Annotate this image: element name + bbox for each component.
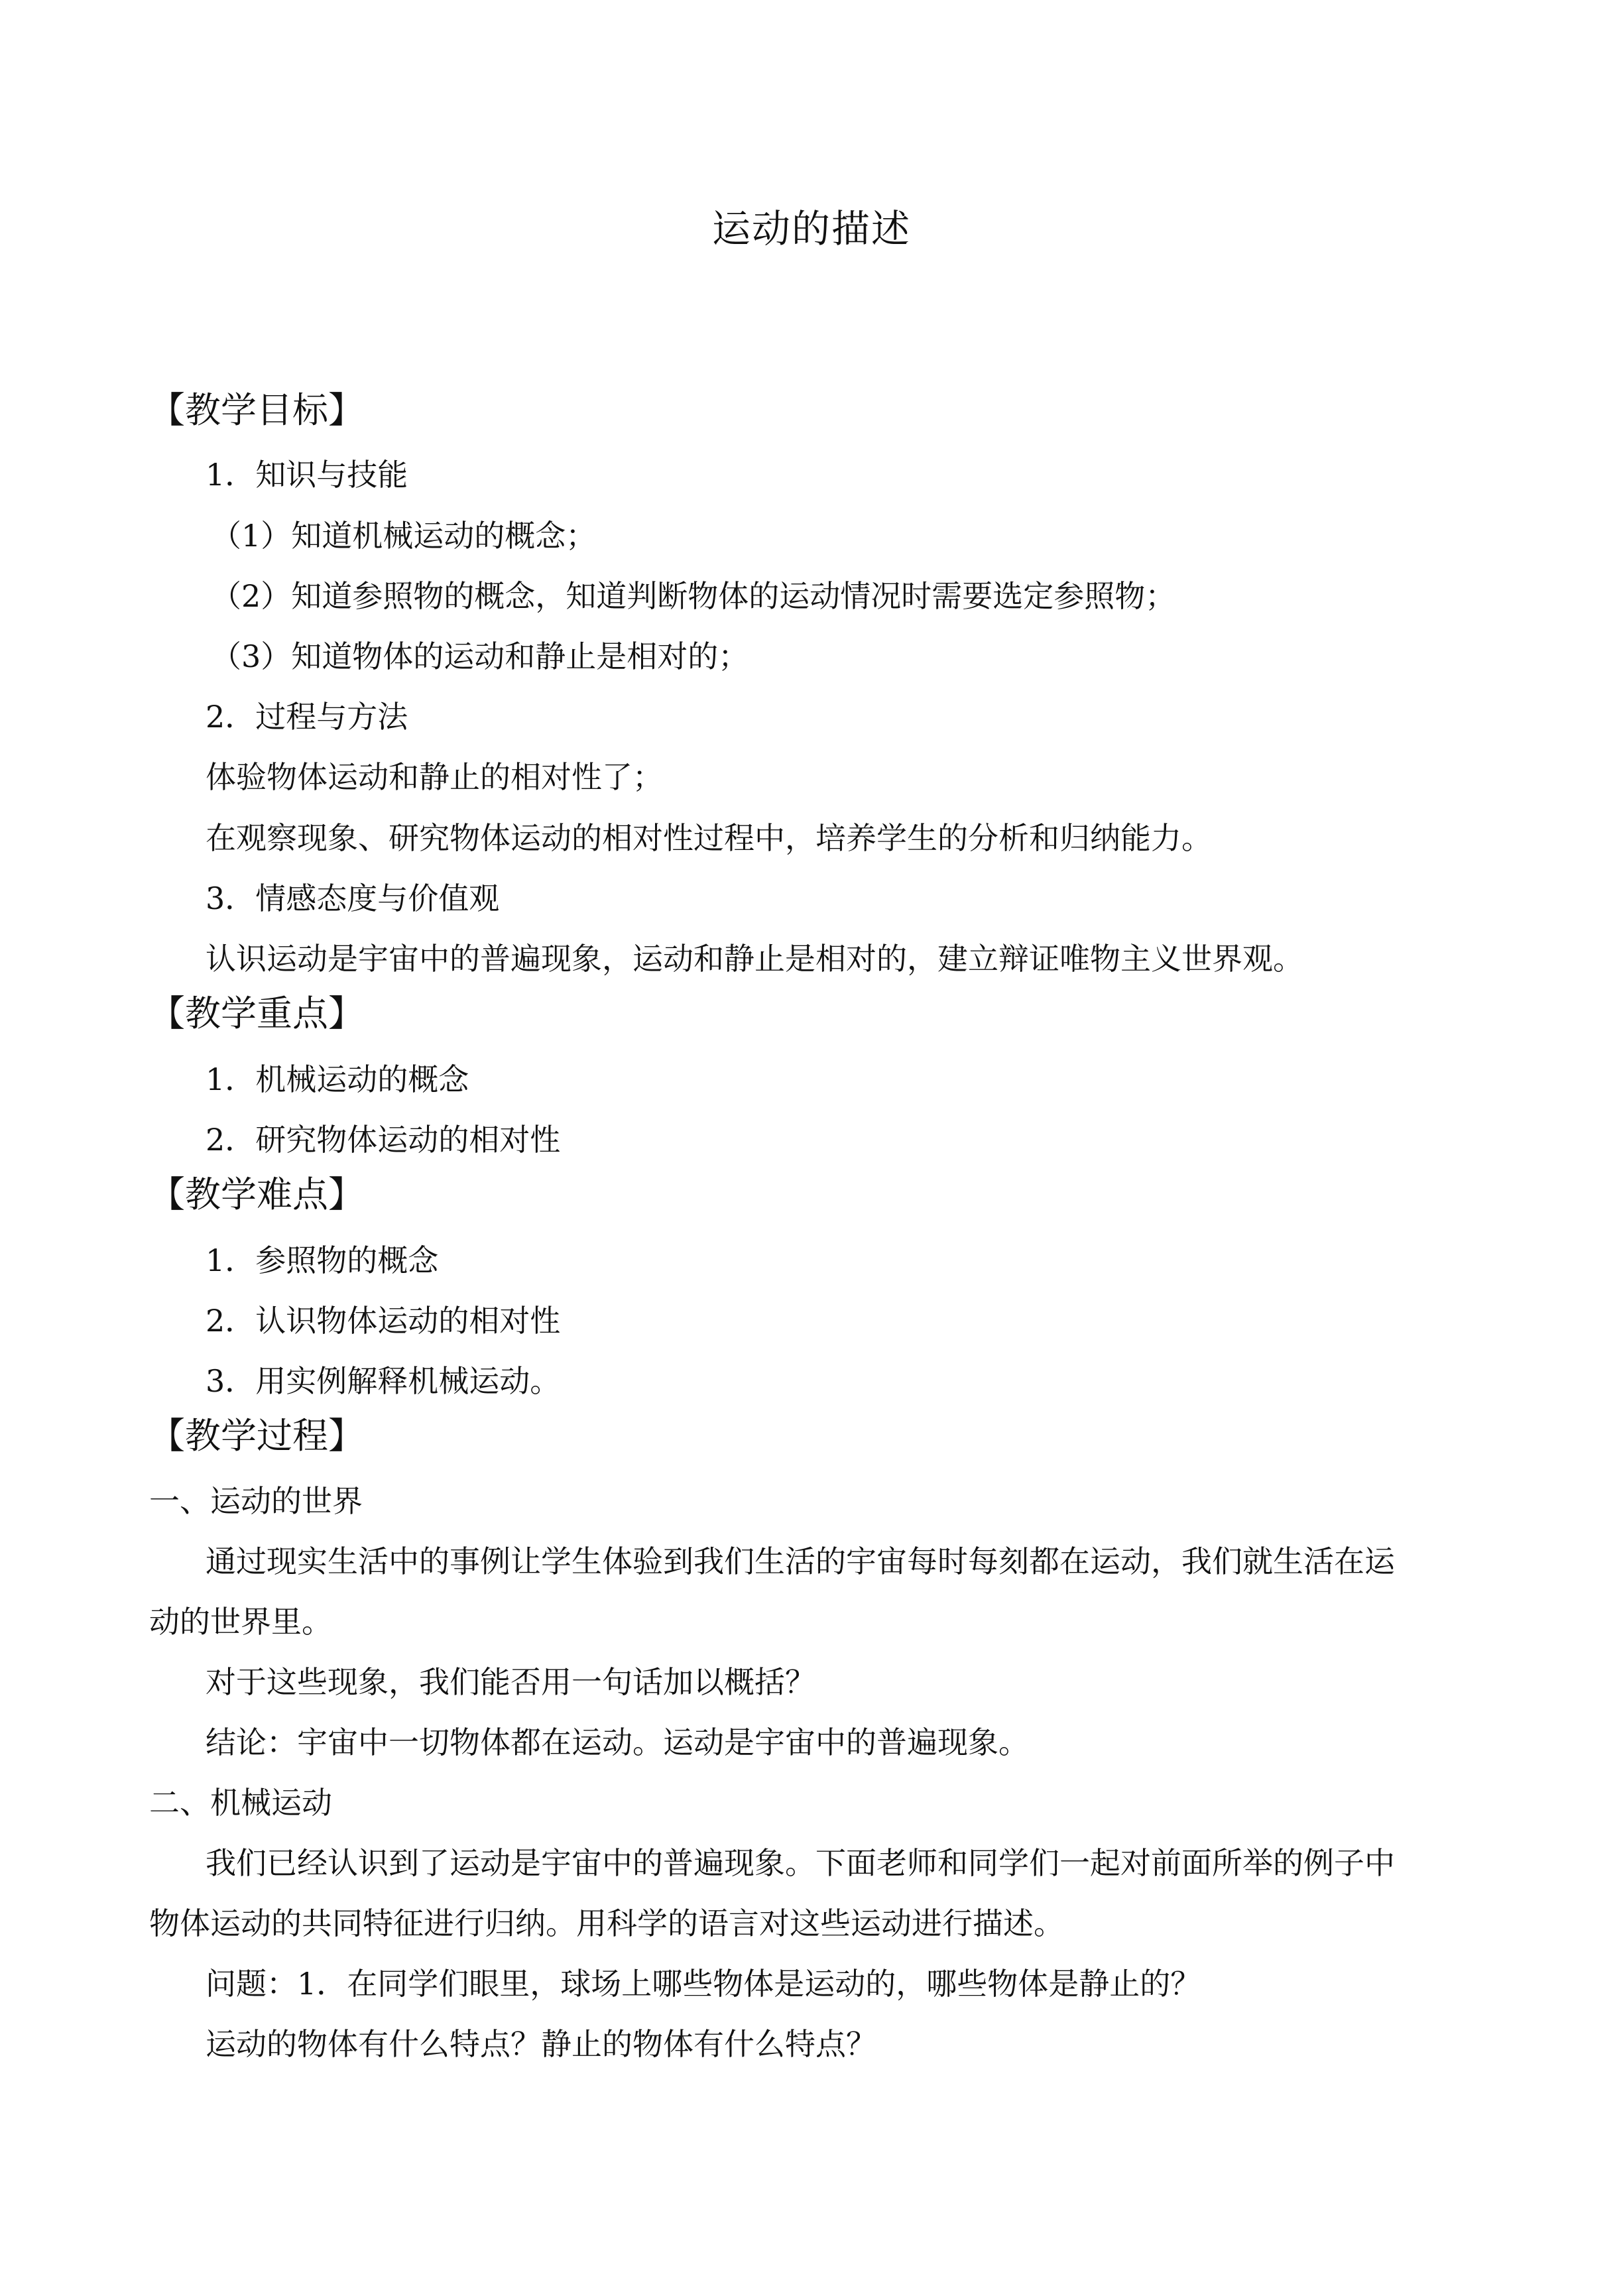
- objectives-item-3-a: 认识运动是宇宙中的普遍现象，运动和静止是相对的，建立辩证唯物主义世界观。: [206, 941, 1303, 977]
- process-part-2-paragraph-1-line-1: 我们已经认识到了运动是宇宙中的普遍现象。下面老师和同学们一起对前面所举的例子中: [206, 1845, 1395, 1881]
- key-points-item-1: 1．机械运动的概念: [206, 1061, 469, 1097]
- objectives-item-2-a: 体验物体运动和静止的相对性了；: [206, 759, 663, 795]
- process-part-1-paragraph-1-line-2: 动的世界里。: [149, 1604, 332, 1640]
- difficulties-item-3: 3．用实例解释机械运动。: [206, 1363, 561, 1399]
- process-part-1-paragraph-1-line-1: 通过现实生活中的事例让学生体验到我们生活的宇宙每时每刻都在运动，我们就生活在运: [206, 1543, 1395, 1579]
- process-heading: 【教学过程】: [149, 1415, 364, 1457]
- objectives-item-1-3: （3）知道物体的运动和静止是相对的；: [211, 638, 749, 674]
- objectives-heading: 【教学目标】: [149, 389, 364, 431]
- objectives-item-1-1: （1）知道机械运动的概念；: [211, 518, 597, 554]
- objectives-item-2-b: 在观察现象、研究物体运动的相对性过程中，培养学生的分析和归纳能力。: [206, 820, 1212, 856]
- key-points-heading: 【教学重点】: [149, 993, 364, 1034]
- process-part-1-paragraph-3: 结论：宇宙中一切物体都在运动。运动是宇宙中的普遍现象。: [206, 1724, 1029, 1760]
- difficulties-item-2: 2．认识物体运动的相对性: [206, 1303, 561, 1339]
- process-part-2-paragraph-2: 问题：1．在同学们眼里，球场上哪些物体是运动的，哪些物体是静止的？: [206, 1966, 1201, 2002]
- process-part-1-title: 一、运动的世界: [149, 1483, 363, 1519]
- difficulties-heading: 【教学难点】: [149, 1174, 364, 1215]
- difficulties-item-1: 1．参照物的概念: [206, 1242, 439, 1278]
- document-title: 运动的描述: [711, 206, 911, 251]
- process-part-2-paragraph-3: 运动的物体有什么特点？静止的物体有什么特点？: [206, 2026, 876, 2062]
- objectives-item-1-2: （2）知道参照物的概念，知道判断物体的运动情况时需要选定参照物；: [211, 578, 1176, 614]
- objectives-item-3: 3．情感态度与价值观: [206, 880, 500, 916]
- key-points-item-2: 2．研究物体运动的相对性: [206, 1122, 561, 1158]
- objectives-item-1: 1．知识与技能: [206, 457, 408, 493]
- process-part-1-paragraph-2: 对于这些现象，我们能否用一句话加以概括？: [206, 1664, 815, 1700]
- objectives-item-2: 2．过程与方法: [206, 699, 408, 735]
- process-part-2-paragraph-1-line-2: 物体运动的共同特征进行归纳。用科学的语言对这些运动进行描述。: [149, 1905, 1064, 1941]
- process-part-2-title: 二、机械运动: [149, 1785, 332, 1821]
